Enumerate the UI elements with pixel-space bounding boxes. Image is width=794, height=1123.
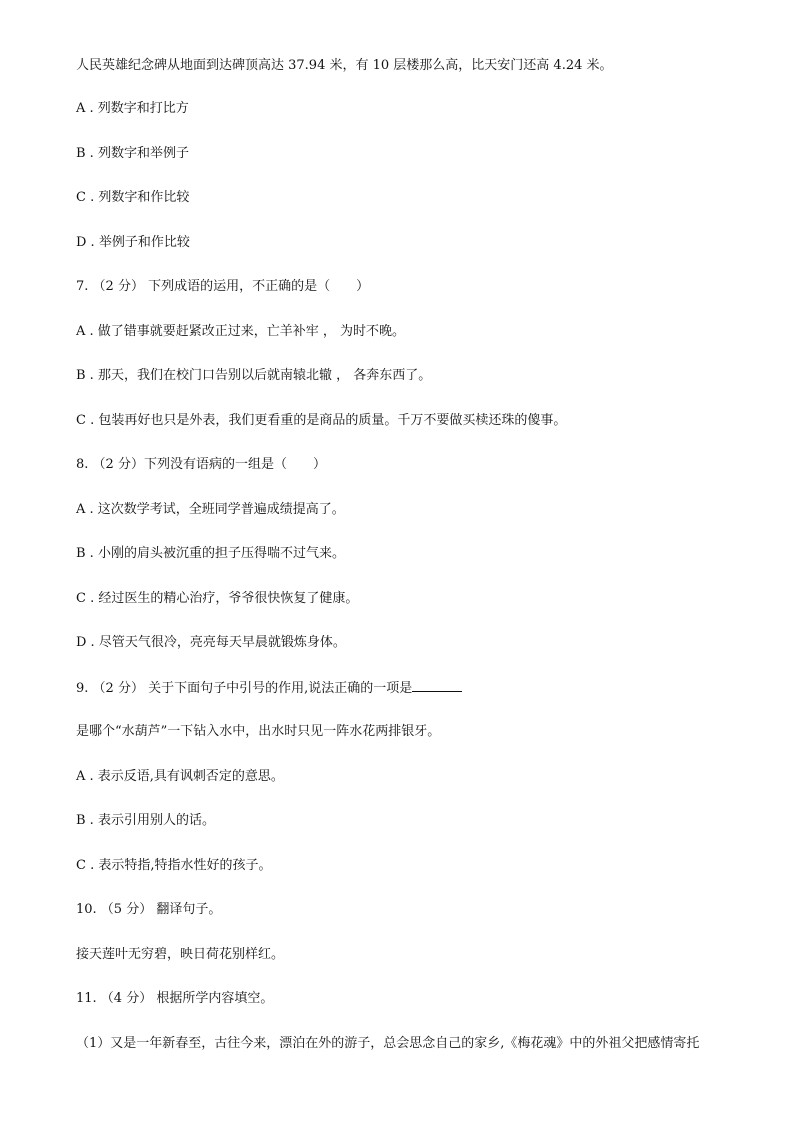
q11-part1: （1）又是一年新春至，古往今来，漂泊在外的游子，总会思念自己的家乡,《梅花魂》中的外祖父把感情寄托 (76, 1036, 700, 1051)
q6-option-a: A . 列数字和打比方 (76, 101, 189, 116)
q9-option-c: C . 表示特指,特指水性好的孩子。 (76, 858, 272, 873)
q6-option-c: C . 列数字和作比较 (76, 190, 190, 205)
q8-option-b: B . 小刚的肩头被沉重的担子压得喘不过气来。 (76, 546, 345, 561)
answer-blank (412, 679, 462, 692)
q6-passage: 人民英雄纪念碑从地面到达碑顶高达 37.94 米，有 10 层楼那么高，比天安门还高 4.24 米。 (76, 58, 613, 73)
q9-stem-line (76, 679, 764, 698)
q7-option-a: A . 做了错事就要赶紧改正过来，亡羊补牢 ， 为时不晚。 (76, 324, 406, 339)
q7-stem: 7. （2 分） 下列成语的运用，不正确的是（ ） (76, 279, 370, 294)
q7-option-c: C . 包装再好也只是外表，我们更看重的是商品的质量。千万不要做买椟还珠的傻事。 (76, 413, 567, 428)
q11-stem: 11. （4 分） 根据所学内容填空。 (76, 991, 274, 1006)
q8-stem: 8. （2 分）下列没有语病的一组是（ ） (76, 457, 326, 472)
q6-option-d: D . 举例子和作比较 (76, 235, 190, 250)
q10-stem: 10. （5 分） 翻译句子。 (76, 902, 222, 917)
q9-option-a: A . 表示反语,具有讽刺否定的意思。 (76, 769, 284, 784)
q6-option-b: B . 列数字和举例子 (76, 146, 189, 161)
q7-option-b: B . 那天，我们在校门口告别以后就南辕北辙 ， 各奔东西了。 (76, 368, 432, 383)
q8-option-a: A . 这次数学考试，全班同学普遍成绩提高了。 (76, 502, 345, 517)
q8-option-c: C . 经过医生的精心治疗，爷爷很快恢复了健康。 (76, 591, 359, 606)
q9-option-b: B . 表示引用别人的话。 (76, 813, 215, 828)
q9-stem: 9. （2 分） 关于下面句子中引号的作用,说法正确的一项是 (76, 681, 413, 696)
q9-sentence: 是哪个“水葫芦”一下钻入水中，出水时只见一阵水花两排银牙。 (76, 724, 441, 739)
q10-sentence: 接天莲叶无穷碧，映日荷花别样红。 (76, 947, 285, 962)
q8-option-d: D . 尽管天气很冷，亮亮每天早晨就锻炼身体。 (76, 635, 346, 650)
